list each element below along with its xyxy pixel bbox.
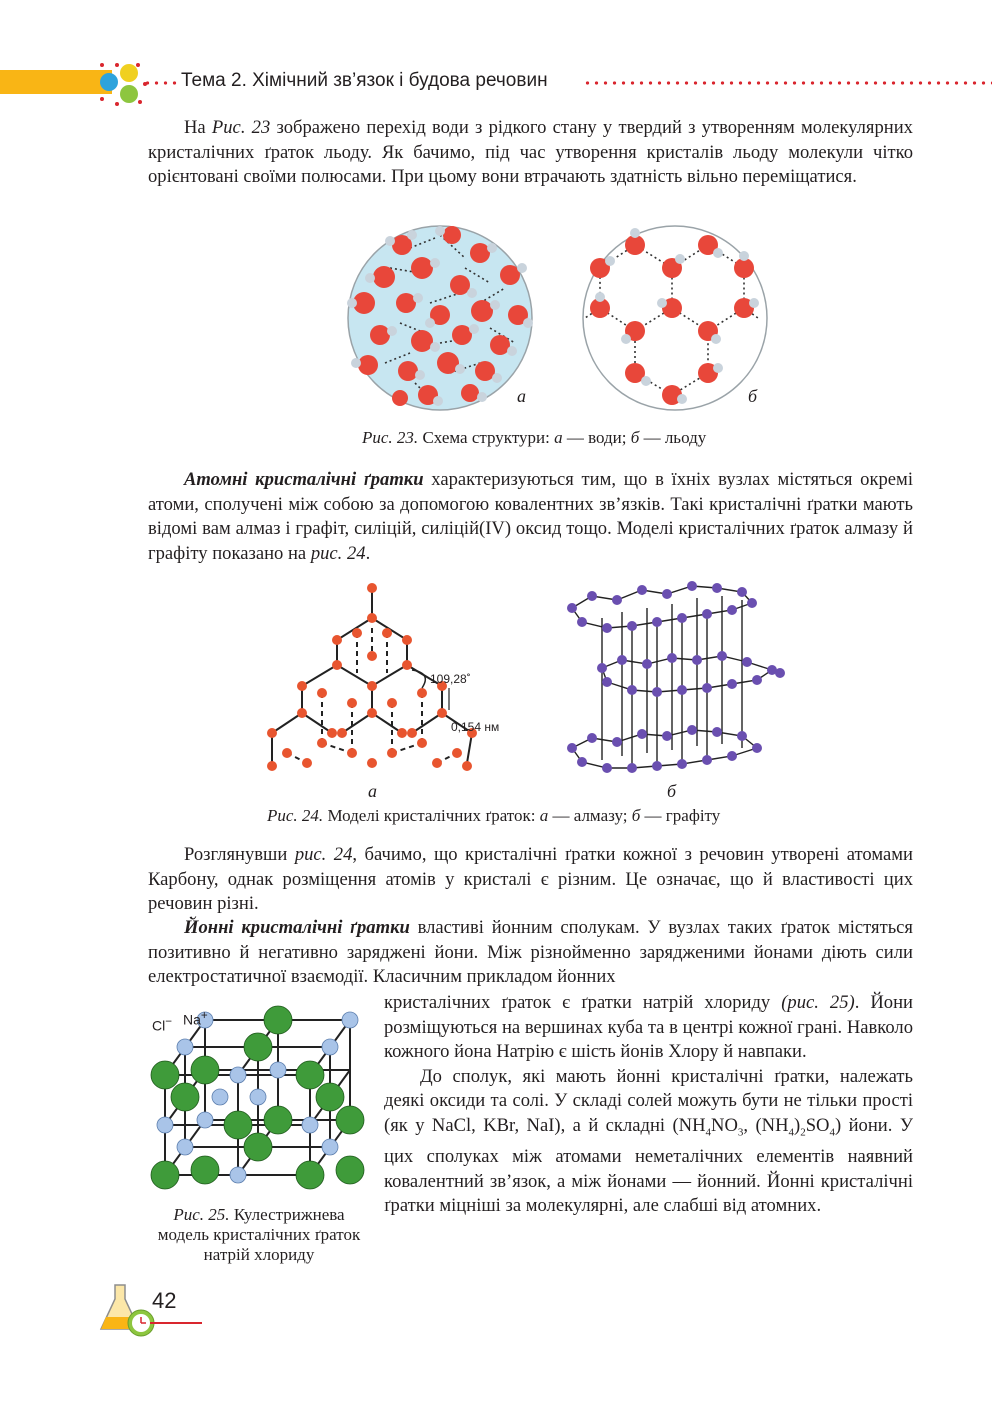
right-column-text: кристалічних ґраток є ґратки натрій хлориду (рис. 25). Йони розміщуються на вершинах куба та в центрі кожної грані. Навколо кожного йона Натрію є шість йонів Хлору й навпаки. До сполук, які мають йонні кристалічні ґратки, належать деякі оксиди та солі. У складі солей можуть бути не тільки прості (як у NaCl, KBr, NaI), а й складні ($NH_4NO_3$, $(NH_4)_2SO_4$) йони. У цих сполуках між атомами неметалічних елементів наявний ковалентний зв’язок, а між йонами — йонний. Йонні кристалічні ґратки міцніші за молекулярні, але слабші від атомних. bbox=[384, 992, 913, 1217]
fig23-label-b: б bbox=[748, 386, 758, 406]
fig24-caption: Рис. 24. Моделі кристалічних ґраток: а — алмазу; б — графіту bbox=[267, 806, 721, 825]
fig23-caption: Рис. 23. Схема структури: а — води; б — льоду bbox=[362, 428, 707, 447]
header-title: Тема 2. Хімічний зв’язок і будова речовин bbox=[181, 70, 548, 91]
header-accent-bar bbox=[0, 70, 112, 94]
header-dotted-line bbox=[583, 81, 992, 85]
fig25-na-label: Na+ bbox=[183, 1009, 208, 1028]
paragraph-2: Атомні кристалічні ґратки характеризуються тим, що в їхніх вузлах містяться окремі атоми, сполучені між собою за допомогою ковалентних зв’язків. Такі кристалічні ґратки мають відомі вам алмаз і графіт, силіцій, силіцій(IV) оксид тощо. Моделі кристалічних ґраток алмазу й графіту показано на рис. 24. bbox=[148, 469, 913, 564]
page-number: 42 bbox=[152, 1288, 177, 1313]
fig24-length-label: 0,154 нм bbox=[451, 720, 500, 734]
fig23-label-a: а bbox=[517, 386, 526, 406]
paragraph-3: Розглянувши рис. 24, бачимо, що кристалічні ґратки кожної з речовин утворені атомами Карбону, однак розміщення атомів у кристалі є різним. Це означає, що й властивості цих речовин різні. bbox=[148, 844, 913, 915]
figure-23-diagram bbox=[340, 223, 780, 413]
header-dotted-line-left bbox=[143, 81, 177, 85]
fig25-cl-label: Cl− bbox=[152, 1015, 173, 1034]
fig24-angle-label: 109,28˚ bbox=[430, 672, 471, 686]
paragraph-4: Йонні кристалічні ґратки властиві йонним сполукам. У вузлах таких ґраток містяться позитивно й негативно заряджені йони. Між різнойменно зарядженими йонами діють сили електростатичної взаємодії. Класичним прикладом йонних bbox=[148, 917, 913, 988]
paragraph-1: На Рис. 23 зображено перехід води з рідкого стану у твердий з утворенням молекулярних кристалічних ґраток льоду. Як бачимо, під час утворення кристалів льоду молекули чітко орієнтовані своїми полюсами. При цьому вони втрачають здатність вільно переміщатися. bbox=[148, 117, 913, 188]
figure-24-diagram bbox=[262, 578, 792, 778]
fig24-label-b: б bbox=[667, 781, 677, 801]
fig24-label-a: а bbox=[368, 781, 377, 801]
fig25-caption: Рис. 25. Кулестрижнева модель кристалічних ґраток натрій хлориду bbox=[157, 1205, 361, 1264]
page-number-underline bbox=[150, 1322, 202, 1324]
figure-25-diagram bbox=[150, 1005, 372, 1197]
flask-clock-icon bbox=[95, 1283, 157, 1339]
